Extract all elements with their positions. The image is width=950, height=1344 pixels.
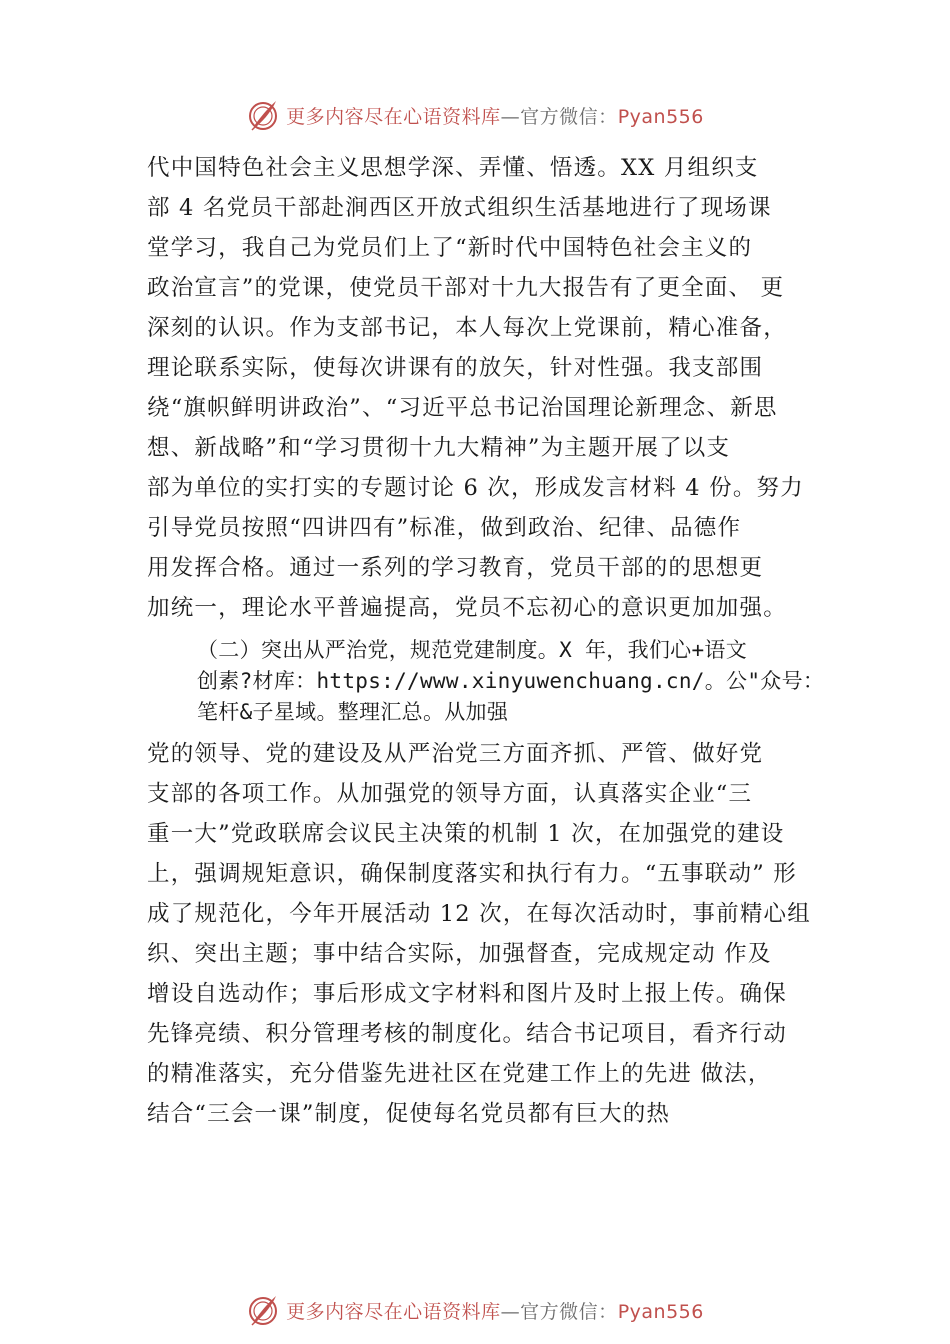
footer-wechat-id: Pyan556 [617,1300,704,1323]
footer-site-text: 更多内容尽在心语资料库 [286,1300,501,1323]
body-line: （二）突出从严治党，规范党建制度。X 年，我们心+语文 [197,638,748,662]
body-line: 理论联系实际，使每次讲课有的放矢，针对性强。我支部围 [147,355,764,381]
footer-banner-text [286,1297,704,1324]
body-line: 先锋亮绩、积分管理考核的制度化。结合书记项目，看齐行动 [147,1021,787,1047]
body-line: 上，强调规矩意识，确保制度落实和执行有力。“五事联动” 形 [147,861,797,887]
body-line: 政治宣言”的党课，使党员干部对十九大报告有了更全面、 更 [147,275,785,301]
body-line: 堂学习，我自己为党员们上了“新时代中国特色社会主义的 [147,235,753,261]
body-line: 党的领导、党的建设及从严治党三方面齐抓、严管、做好党 [147,741,764,767]
body-line: 创素?材库：https://www.xinyuwenchuang.cn/。公"众号： [197,669,825,693]
body-line: 想、新战略”和“学习贯彻十九大精神”为主题开展了以支 [147,435,731,461]
body-line: 代中国特色社会主义思想学深、弄懂、悟透。XX 月组织支 [147,155,759,181]
body-line: 笔杆&子星域。整理汇总。从加强 [197,700,509,724]
body-line: 的精准落实，充分借鉴先进社区在党建工作上的先进 做法， [147,1061,772,1087]
body-line: 增设自选动作；事后形成文字材料和图片及时上报上传。确保 [147,981,787,1007]
footer-wechat-label: 官方微信： [520,1300,618,1323]
header-wechat-label: 官方微信： [520,105,618,128]
body-line: 结合“三会一课”制度，促使每名党员都有巨大的热 [147,1101,671,1127]
body-line: 深刻的认识。作为支部书记，本人每次上党课前，精心准备， [147,315,787,341]
body-line: 用发挥合格。通过一系列的学习教育，党员干部的的思想更 [147,555,764,581]
body-line: 部为单位的实打实的专题讨论 6 次，形成发言材料 4 份。努力 [147,475,804,501]
footer-dash: — [500,1300,521,1323]
body-line: 重一大”党政联席会议民主决策的机制 1 次，在加强党的建设 [147,821,785,847]
header-wechat-id: Pyan556 [617,105,704,128]
body-line: 成了规范化，今年开展活动 12 次，在每次活动时，事前精心组 [147,901,811,927]
header-dash: — [500,105,521,128]
body-line: 织、突出主题；事中结合实际，加强督查，完成规定动 作及 [147,941,772,967]
body-line: 部 4 名党员干部赴涧西区开放式组织生活基地进行了现场课 [147,195,772,221]
body-line: 加统一，理论水平普遍提高，党员不忘初心的意识更加加强。 [147,595,787,621]
footer-banner [0,1290,950,1330]
body-line: 支部的各项工作。从加强党的领导方面，认真落实企业“三 [147,781,753,807]
quill-logo-icon [246,1293,280,1327]
body-line: 绕“旗帜鲜明讲政治”、“习近平总书记治国理论新理念、新思 [147,395,778,421]
header-site-text: 更多内容尽在心语资料库 [286,105,501,128]
body-line: 引导党员按照“四讲四有”标准，做到政治、纪律、品德作 [147,515,742,541]
